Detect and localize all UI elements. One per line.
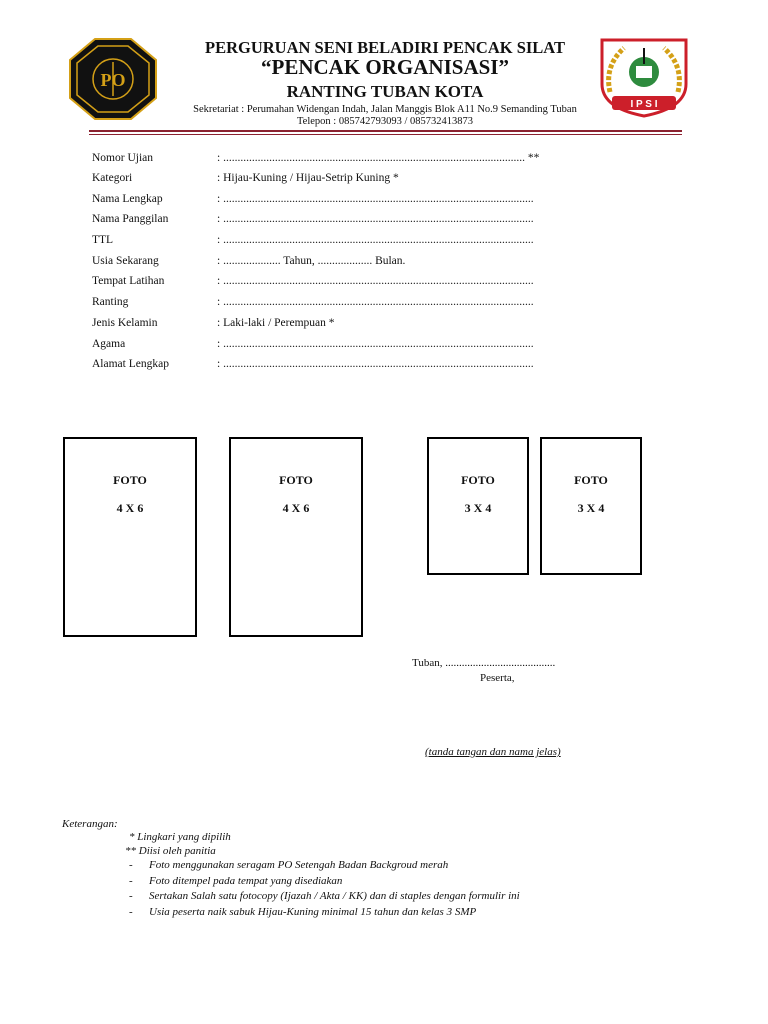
notes-bullet-marker: - — [129, 906, 133, 918]
logo-right-mark: I P S I — [630, 99, 658, 110]
field-ranting — [92, 296, 612, 314]
field-value[interactable]: : ......................................................................................................... ** — [217, 152, 540, 164]
field-value[interactable]: : ............................................................................................................ — [217, 193, 534, 205]
field-label: Nama Panggilan — [92, 213, 169, 225]
field-label: Nomor Ujian — [92, 152, 154, 164]
ipsi-logo — [598, 36, 690, 118]
field-value[interactable]: : ............................................................................................................ — [217, 338, 534, 350]
photo-box-size: 4 X 6 — [116, 501, 144, 515]
field-label: Kategori — [92, 172, 133, 184]
header-organization: PERGURUAN SENI BELADIRI PENCAK SILAT — [204, 38, 565, 57]
field-label: Ranting — [92, 296, 129, 308]
notes-star-two: ** Diisi oleh panitia — [125, 845, 216, 857]
field-nomor-ujian — [92, 152, 612, 170]
field-value[interactable]: : ............................................................................................................ — [217, 234, 534, 246]
signature-place-date[interactable]: Tuban, ........................................ — [412, 657, 556, 669]
field-agama — [92, 338, 612, 356]
signature-role: Peserta, — [480, 672, 515, 684]
header-divider-thick — [89, 130, 682, 132]
photo-box-size: 3 X 4 — [464, 501, 492, 515]
field-label: Nama Lengkap — [92, 193, 163, 205]
field-label: TTL — [92, 234, 114, 246]
notes-bullet-marker: - — [129, 875, 133, 887]
photo-box-4x6-1[interactable] — [63, 437, 197, 637]
logo-left-mark: PO — [100, 70, 126, 90]
header-organization-name: “PENCAK ORGANISASI” — [261, 55, 509, 79]
field-jenis-kelamin — [92, 317, 612, 335]
field-value[interactable]: : Hijau-Kuning / Hijau-Setrip Kuning * — [217, 172, 399, 184]
photo-box-3x4-2[interactable] — [540, 437, 642, 575]
field-value[interactable]: : ............................................................................................................ — [217, 296, 534, 308]
header-address: Sekretariat : Perumahan Widengan Indah, Jalan Manggis Blok A11 No.9 Semanding Tuban — [193, 104, 577, 115]
notes-heading: Keterangan: — [62, 818, 118, 830]
photo-box-size: 3 X 4 — [577, 501, 605, 515]
field-label: Alamat Lengkap — [92, 358, 169, 370]
field-label: Tempat Latihan — [92, 275, 165, 287]
header-branch: RANTING TUBAN KOTA — [286, 82, 484, 101]
notes-star-one: * Lingkari yang dipilih — [129, 831, 231, 843]
notes-bullet-item: Usia peserta naik sabuk Hijau-Kuning minimal 15 tahun dan kelas 3 SMP — [149, 906, 477, 918]
field-label: Usia Sekarang — [92, 255, 159, 267]
pencak-organisasi-logo — [69, 38, 157, 120]
photo-box-4x6-2[interactable] — [229, 437, 363, 637]
field-value[interactable]: : ............................................................................................................ — [217, 275, 534, 287]
photo-box-size: 4 X 6 — [282, 501, 310, 515]
header-phone: Telepon : 085742793093 / 085732413873 — [296, 116, 473, 127]
notes-bullet-item: Foto ditempel pada tempat yang disediakan — [149, 875, 343, 887]
field-label: Agama — [92, 338, 126, 350]
field-label: Jenis Kelamin — [92, 317, 158, 329]
field-tempat-latihan — [92, 275, 612, 293]
field-value[interactable]: : .................... Tahun, ................... Bulan. — [217, 255, 406, 267]
field-nama-lengkap — [92, 193, 612, 211]
field-value[interactable]: : ............................................................................................................ — [217, 213, 534, 225]
header-divider-thin — [89, 134, 682, 135]
photo-box-3x4-1[interactable] — [427, 437, 529, 575]
field-usia-sekarang — [92, 255, 612, 273]
field-nama-panggilan — [92, 213, 612, 231]
field-kategori — [92, 172, 612, 190]
photo-box-title: FOTO — [113, 473, 147, 487]
notes-bullet-marker: - — [129, 859, 133, 871]
notes-bullet-item: Sertakan Salah satu fotocopy (Ijazah / Akta / KK) dan di staples dengan formulir ini — [149, 890, 520, 902]
field-value[interactable]: : Laki-laki / Perempuan * — [217, 317, 335, 329]
signature-note: (tanda tangan dan nama jelas) — [425, 746, 561, 758]
notes-bullet-item: Foto menggunakan seragam PO Setengah Badan Backgroud merah — [149, 859, 449, 871]
photo-box-title: FOTO — [574, 473, 608, 487]
notes-bullet-marker: - — [129, 890, 133, 902]
field-ttl — [92, 234, 612, 252]
photo-box-title: FOTO — [461, 473, 495, 487]
field-value[interactable]: : ............................................................................................................ — [217, 358, 534, 370]
photo-box-title: FOTO — [279, 473, 313, 487]
field-alamat-lengkap — [92, 358, 612, 376]
